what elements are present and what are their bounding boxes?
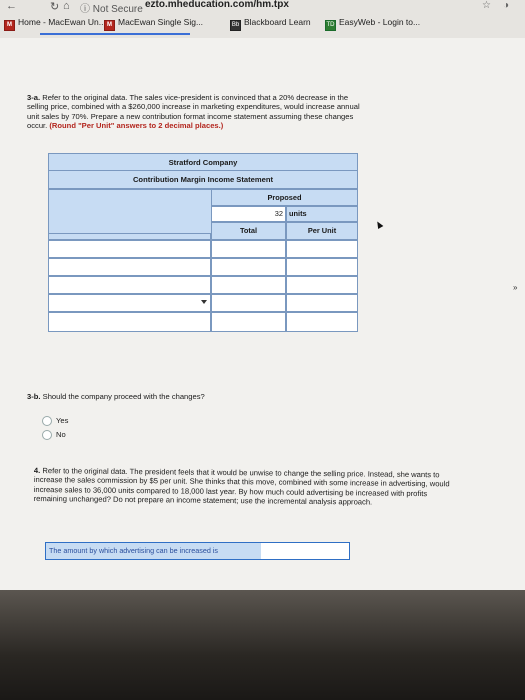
units-input[interactable]: 32 xyxy=(211,206,286,222)
home-icon[interactable]: ⌂ xyxy=(63,0,70,12)
radio-yes[interactable] xyxy=(42,416,52,426)
bookmark-star-icon[interactable]: ☆ xyxy=(482,0,491,11)
question-3b xyxy=(27,392,357,401)
page-edge-mark: » xyxy=(513,283,518,292)
td-icon: TD xyxy=(325,20,336,31)
option-no-label: No xyxy=(56,430,66,439)
row5-label-input[interactable] xyxy=(48,312,211,332)
row4-perunit-input[interactable] xyxy=(286,294,358,312)
radio-no[interactable] xyxy=(42,430,52,440)
back-icon[interactable]: ← xyxy=(6,0,17,12)
bookmark-macewan-sso[interactable] xyxy=(104,17,203,31)
advertising-answer-input[interactable] xyxy=(261,543,349,559)
question-number: 3-b. xyxy=(27,392,41,401)
bookmark-label: MacEwan Single Sig... xyxy=(118,17,204,27)
col-total: Total xyxy=(211,222,286,240)
income-statement-table xyxy=(48,153,358,189)
extension-icon[interactable]: ◑ xyxy=(503,0,510,11)
proposed-header: Proposed xyxy=(211,189,358,206)
row4-label-select[interactable] xyxy=(48,294,211,312)
bookmark-label: Home - MacEwan Un.. xyxy=(18,17,104,27)
rounding-note: (Round "Per Unit" answers to 2 decimal places.) xyxy=(49,121,224,131)
answer-label: The amount by which advertising can be increased is xyxy=(46,543,261,559)
question-3a xyxy=(27,93,362,131)
url-text[interactable]: ezto.mheducation.com/hm.tpx xyxy=(145,0,289,10)
bookmark-blackboard[interactable] xyxy=(230,17,311,31)
row1-total-input[interactable] xyxy=(211,240,286,258)
address-bar[interactable] xyxy=(0,0,525,14)
row2-perunit-input[interactable] xyxy=(286,258,358,276)
row3-total-input[interactable] xyxy=(211,276,286,294)
row2-total-input[interactable] xyxy=(211,258,286,276)
row3-perunit-input[interactable] xyxy=(286,276,358,294)
question-number: 4. xyxy=(33,466,41,476)
row5-total-input[interactable] xyxy=(211,312,286,332)
bookmark-label: Blackboard Learn xyxy=(244,17,311,27)
reload-icon[interactable]: ↻ xyxy=(50,1,60,13)
header-blank xyxy=(48,189,211,234)
security-text: Not Secure xyxy=(92,4,143,15)
loading-bar xyxy=(40,33,190,35)
bookmark-home-macewan[interactable] xyxy=(4,17,104,31)
bookmark-easyweb[interactable] xyxy=(325,17,420,31)
option-yes-label: Yes xyxy=(56,416,69,425)
advertising-answer-box xyxy=(45,542,350,560)
question-text: Refer to the original data. The sales vice-president is convinced that a 20% decrease in the selling price, combined with a $260,000 increase in marketing expenditures, would increase annual unit sales by 70%. Prepare a new contribution format income statement assuming these changes occur. xyxy=(27,93,360,131)
question-4 xyxy=(34,466,462,508)
bookmark-label: EasyWeb - Login to... xyxy=(339,17,421,27)
question-text: Refer to the original data. The president feels that it would be unwise to change the selling price. Instead, she wants to increase the sales commission by $5 per unit. She thinks that this move, combined with some increase in advertising, would increase sales to 36,000 units compared to 18,000 last year. By how much could advertising be increased with profits remaining unchanged? Do not prepare an income statement; use the incremental analysis approach. xyxy=(33,466,450,507)
row1-perunit-input[interactable] xyxy=(286,240,358,258)
macewan-icon: M xyxy=(104,20,115,31)
browser-chrome xyxy=(0,0,525,38)
row1-label-input[interactable] xyxy=(48,240,211,258)
question-number: 3-a. xyxy=(27,93,41,102)
chevron-down-icon xyxy=(201,300,207,304)
macewan-icon: M xyxy=(4,20,15,31)
row2-label-input[interactable] xyxy=(48,258,211,276)
row4-total-input[interactable] xyxy=(211,294,286,312)
blackboard-icon: Bb xyxy=(230,20,241,31)
company-name: Stratford Company xyxy=(48,153,358,171)
not-secure-label: ⓘ Not Secure xyxy=(80,4,143,15)
units-label: units xyxy=(286,206,358,222)
question-text: Should the company proceed with the changes? xyxy=(42,392,205,401)
statement-title: Contribution Margin Income Statement xyxy=(48,171,358,189)
screen-bottom-shadow xyxy=(0,590,525,700)
col-per-unit: Per Unit xyxy=(286,222,358,240)
row5-perunit-input[interactable] xyxy=(286,312,358,332)
row3-label-input[interactable] xyxy=(48,276,211,294)
